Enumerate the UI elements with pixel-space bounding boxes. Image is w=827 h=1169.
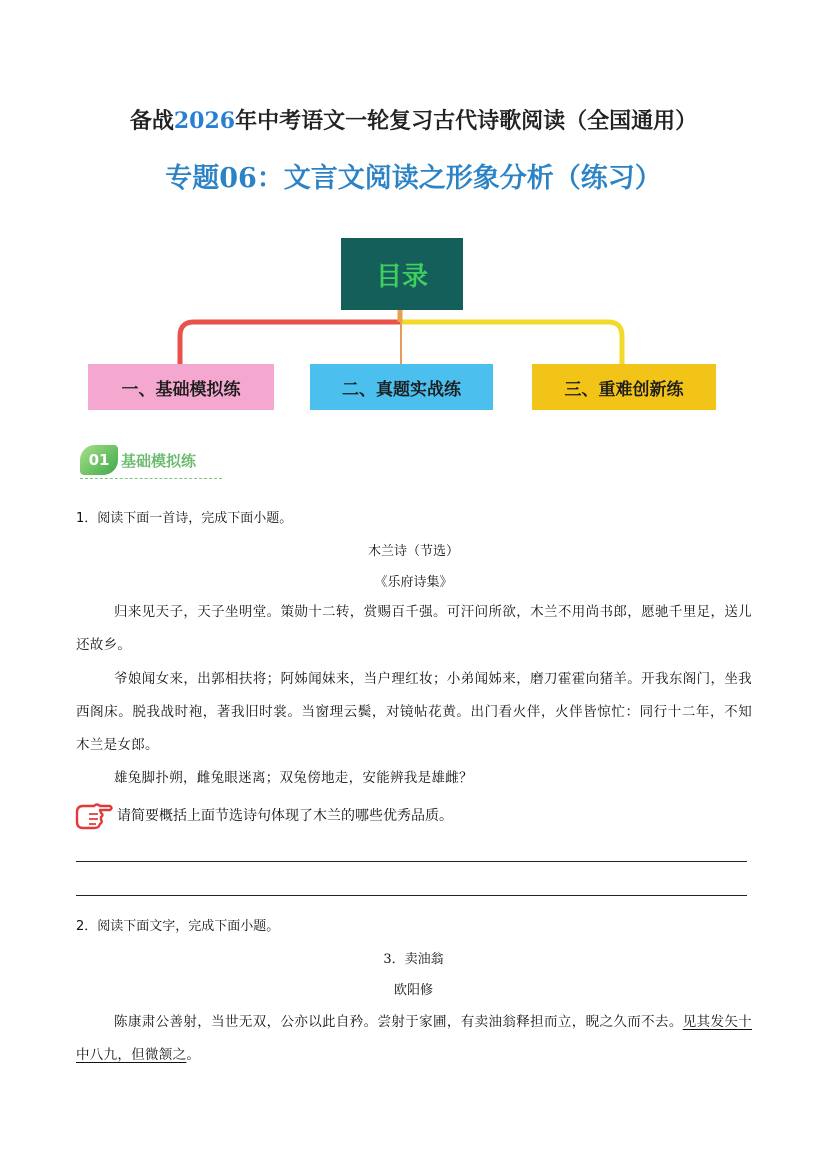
toc-item-basic-practice[interactable]: 一、基础模拟练 (88, 364, 274, 410)
question-2-intro: 2．阅读下面文字，完成下面小题。 (76, 919, 280, 934)
underlined-sentence: 见其发矢十中八九，但微颔之 (76, 1014, 752, 1063)
toc-item-advanced-practice[interactable]: 三、重难创新练 (532, 364, 716, 410)
section-divider (80, 478, 222, 479)
section-title: 基础模拟练 (121, 452, 197, 470)
poem-title: 木兰诗（节选） (367, 544, 459, 559)
section-number-badge: 01 (80, 445, 118, 475)
poem-source: 《乐府诗集》 (374, 575, 453, 590)
toc-connector-lines (0, 0, 827, 420)
toc-item-real-exam-practice[interactable]: 二、真题实战练 (310, 364, 493, 410)
pointing-hand-icon (74, 800, 114, 830)
question-1-intro: 1．阅读下面一首诗，完成下面小题。 (76, 511, 293, 526)
question-1-prompt: 请简要概括上面节选诗句体现了木兰的哪些优秀品质。 (117, 808, 453, 824)
text-paragraph: 陈康肃公善射，当世无双，公亦以此自矜。尝射于家圃，有卖油翁释担而立，睨之久而不去。见其发矢十中八九，但微颔之。 (76, 1014, 752, 1063)
poem-paragraph: 归来见天子，天子坐明堂。策勋十二转，赏赐百千强。可汗问所欲，木兰不用尚书郎，愿驰千里足，送儿还故乡。 (76, 604, 752, 653)
document-title: 备战2026年中考语文一轮复习古代诗歌阅读（全国通用） (129, 108, 698, 134)
document-subtitle: 专题06：文言文阅读之形象分析（练习） (165, 163, 662, 194)
text-author: 欧阳修 (393, 983, 433, 998)
poem-paragraph: 雄兔脚扑朔，雌兔眼迷离；双兔傍地走，安能辨我是雄雌？ (114, 770, 473, 786)
poem-paragraph: 爷娘闻女来，出郭相扶将；阿姊闻妹来，当户理红妆；小弟闻姊来，磨刀霍霍向猪羊。开我东阁门，坐我西阁床。脱我战时袍，著我旧时裳。当窗理云鬓，对镜帖花黄。出门看火伴，火伴皆惊忙：同行十二年，不知木兰是女郎。 (76, 671, 752, 753)
answer-line[interactable] (76, 861, 747, 862)
toc-heading: 目录 (341, 238, 463, 310)
answer-line[interactable] (76, 895, 747, 896)
text-title: 3．卖油翁 (383, 952, 444, 967)
